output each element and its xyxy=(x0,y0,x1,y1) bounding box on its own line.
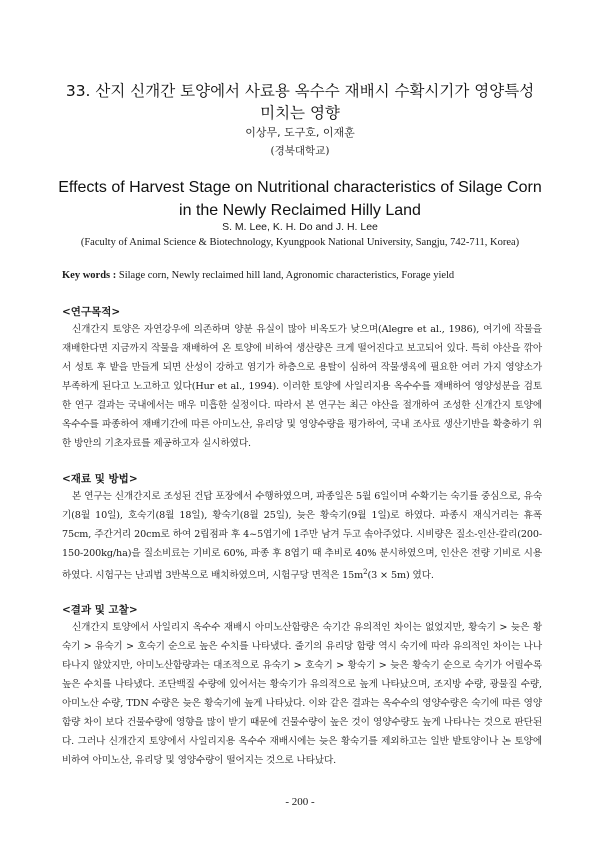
korean-title xyxy=(40,80,560,124)
purpose-paragraph: 신개간지 토양은 자연강우에 의존하며 양분 유실이 많아 비옥도가 낮으며(Alegre et al., 1986), 여기에 작물을 재배한다면 지금까지 작물을 재배하여 온 토양에 비하여 생산량은 크게 떨어진다고 보고되어 있다. 특히 야산을 깎아서 성토 후 밭을 만들게 되면 산성이 강하고 염기가 하층으로 용탈이 심하여 작물생육에 필요한 여러 가지 영양소가 부족하게 된다고 노고하고 있다(Hur et al., 1994). 이러한 토양에 사일리지용 옥수수를 재배하여 영양성분을 검토한 연구 결과는 국내에서는 매우 미흡한 실정이다. 따라서 본 연구는 최근 야산을 절개하여 조성한 신개간지 토양에 옥수수를 파종하여 재배기간에 따른 아미노산, 유리당 및 영양수량을 평가하여, 국내 조사료 생산기반을 확충하기 위한 방안의 기초자료를 제공하고자 실시하였다. xyxy=(62,324,542,449)
korean-title-line-2: 미치는 영향 xyxy=(260,104,340,122)
keywords-text: Silage corn, Newly reclaimed hill land, Agronomic characteristics, Forage yield xyxy=(116,270,455,281)
korean-affiliation: (경북대학교) xyxy=(270,145,330,157)
english-affiliation: (Faculty of Animal Science & Biotechnology, Kyungpook National University, Sangju, 742-711, Korea) xyxy=(80,237,520,248)
english-authors: S. M. Lee, K. H. Do and J. H. Lee xyxy=(222,221,378,233)
korean-authors: 이상무, 도구호, 이재훈 xyxy=(245,126,355,139)
methods-heading: <재료 및 방법> xyxy=(62,473,138,485)
methods-text-main: 본 연구는 신개간지로 조성된 건답 포장에서 수행하였으며, 파종일은 5월 6일이며 수확기는 숙기를 중심으로, 유숙기(8월 10일), 호숙기(8월 18일), 황숙기(8월 25일), 늦은 황숙기(9월 1일)로 하였다. 파종시 재식거리는 휴폭 75cm, 주간거리 20cm로 하여 2립점파 후 4~5엽기에 1주만 남겨 두고 솎아주었다. 시비량은 질소-인산-칼리(200-150-200kg/ha)을 질소비료는 기비로 60%, 파종 후 8엽기 때 추비로 40% 분시하였으며, 인산은 전량 기비로 시용하였다. 시험구는 난괴법 3반복으로 배치하였으며, 시험구당 면적은 15m xyxy=(62,491,542,582)
keywords xyxy=(62,269,542,283)
english-title-line-1: Effects of Harvest Stage on Nutritional characteristics of Silage Corn xyxy=(58,179,542,196)
english-title xyxy=(30,176,570,222)
page-number: - 200 - xyxy=(285,796,315,808)
english-title-line-2: in the Newly Reclaimed Hilly Land xyxy=(179,202,421,219)
methods-superscript: 2 xyxy=(363,568,368,576)
korean-title-line-1: 33. 산지 신개간 토양에서 사료용 옥수수 재배시 수확시기가 영양특성 xyxy=(65,82,535,100)
methods-paragraph xyxy=(62,487,542,585)
purpose-heading: <연구목적> xyxy=(62,306,121,318)
results-heading: <결과 및 고찰> xyxy=(62,604,138,616)
results-paragraph: 신개간지 토양에서 사일리지 옥수수 재배시 아미노산함량은 숙기간 유의적인 차이는 없었지만, 황숙기 > 늦은 황숙기 > 유숙기 > 호숙기 순으로 높은 수치를 나타냈다. 줄기의 유리당 함량 역시 숙기에 따라 유의적인 차이는 나나타나지 않았지만, 아미노산함량과는 대조적으로 유숙기 > 호숙기 > 황숙기 > 늦은 황숙기 순으로 숙기가 어릴수록 높은 수치를 나타냈다. 조단백질 수량에 있어서는 황숙기가 유의적으로 높게 나타났으며, 조지방 수량, 광물질 수량, 아미노산 수량, TDN 수량은 늦은 황숙기에 높게 나타났다. 이와 같은 결과는 옥수수의 영양수량은 숙기에 따른 영양함량 차이 보다 건물수량에 영향을 많이 받기 때문에 건물수량이 높은 것이 영양수량도 높게 나타나는 것으로 판단된다. 그러나 신개간지 토양에서 사일리지용 옥수수 재배시에는 늦은 황숙기를 제외하고는 일반 밭토양이나 논 토양에 비하여 아미노산, 유리당 및 영양수량이 떨어지는 것으로 나타났다. xyxy=(62,622,542,766)
methods-text-end: (3 × 5m) 였다. xyxy=(367,570,434,582)
keywords-label: Key words : xyxy=(62,270,117,281)
